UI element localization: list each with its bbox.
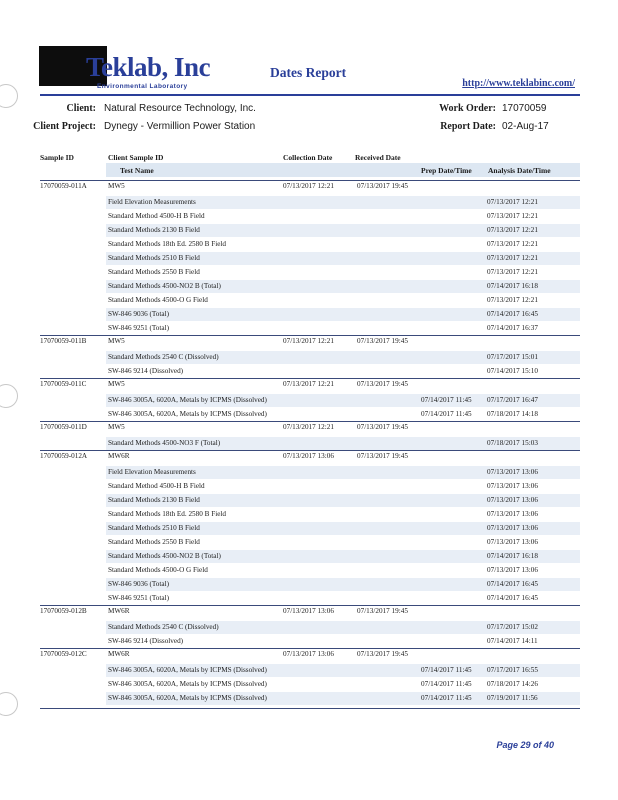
test-name-cell: Standard Methods 2550 B Field	[108, 538, 200, 546]
page-number: Page 29 of 40	[496, 740, 554, 750]
test-name-cell: Field Elevation Measurements	[108, 468, 196, 476]
test-name-cell: Field Elevation Measurements	[108, 198, 196, 206]
collection-date-cell: 07/13/2017 12:21	[283, 380, 334, 388]
prep-datetime-cell: 07/14/2017 11:45	[421, 410, 472, 418]
sample-separator	[40, 378, 580, 379]
test-name-cell: Standard Methods 4500-NO2 B (Total)	[108, 282, 221, 290]
analysis-datetime-cell: 07/13/2017 12:21	[487, 226, 538, 234]
test-name-cell: Standard Methods 2540 C (Dissolved)	[108, 623, 219, 631]
sample-separator	[40, 648, 580, 649]
analysis-datetime-cell: 07/13/2017 12:21	[487, 212, 538, 220]
analysis-datetime-cell: 07/14/2017 14:11	[487, 637, 538, 645]
client-sample-id-cell: MW6R	[108, 607, 130, 615]
test-name-cell: Standard Methods 4500-O G Field	[108, 566, 208, 574]
received-date-cell: 07/13/2017 19:45	[357, 452, 408, 460]
analysis-datetime-cell: 07/13/2017 12:21	[487, 254, 538, 262]
analysis-datetime-cell: 07/13/2017 13:06	[487, 510, 538, 518]
test-name-cell: Standard Methods 4500-O G Field	[108, 296, 208, 304]
test-name-cell: Standard Methods 2550 B Field	[108, 268, 200, 276]
client-label: Client:	[66, 103, 96, 114]
sample-separator	[40, 605, 580, 606]
client-sample-id-cell: MW6R	[108, 650, 130, 658]
test-name-cell: Standard Methods 2130 B Field	[108, 496, 200, 504]
sample-separator	[40, 421, 580, 422]
analysis-datetime-cell: 07/13/2017 13:06	[487, 566, 538, 574]
collection-date-cell: 07/13/2017 13:06	[283, 650, 334, 658]
sample-id-cell: 17070059-012C	[40, 650, 87, 658]
collection-date-cell: 07/13/2017 13:06	[283, 452, 334, 460]
sample-separator	[40, 335, 580, 336]
analysis-datetime-cell: 07/14/2017 16:45	[487, 580, 538, 588]
analysis-datetime-cell: 07/17/2017 16:47	[487, 396, 538, 404]
analysis-datetime-cell: 07/18/2017 14:26	[487, 680, 538, 688]
test-name-cell: SW-846 9214 (Dissolved)	[108, 637, 184, 645]
analysis-datetime-cell: 07/18/2017 15:03	[487, 439, 538, 447]
sample-row	[0, 337, 618, 352]
test-name-cell: Standard Methods 2510 B Field	[108, 254, 200, 262]
analysis-datetime-cell: 07/19/2017 11:56	[487, 694, 538, 702]
analysis-datetime-cell: 07/14/2017 16:37	[487, 324, 538, 332]
analysis-datetime-cell: 07/13/2017 13:06	[487, 482, 538, 490]
client-project-value: Dynegy - Vermillion Power Station	[104, 121, 256, 132]
sample-id-cell: 17070059-012B	[40, 607, 87, 615]
received-date-cell: 07/13/2017 19:45	[357, 650, 408, 658]
analysis-datetime-cell: 07/13/2017 13:06	[487, 468, 538, 476]
sample-row	[0, 650, 618, 665]
analysis-datetime-cell: 07/14/2017 15:10	[487, 367, 538, 375]
header-divider	[40, 94, 580, 96]
sample-id-cell: 17070059-011A	[40, 182, 87, 190]
sample-row	[0, 607, 618, 622]
test-name-cell: Standard Methods 4500-NO2 B (Total)	[108, 552, 221, 560]
client-project-label: Client Project:	[33, 121, 96, 132]
col-test-name: Test Name	[120, 166, 154, 175]
test-name-cell: SW-846 3005A, 6020A, Metals by ICPMS (Dissolved)	[108, 680, 267, 688]
sample-row	[0, 380, 618, 395]
col-analysis-datetime: Analysis Date/Time	[488, 166, 551, 175]
test-name-cell: SW-846 9251 (Total)	[108, 594, 169, 602]
col-sample-id: Sample ID	[40, 153, 74, 162]
received-date-cell: 07/13/2017 19:45	[357, 182, 408, 190]
test-name-cell: Standard Methods 2130 B Field	[108, 226, 200, 234]
report-date-label: Report Date:	[440, 121, 496, 132]
work-order-label: Work Order:	[439, 103, 496, 114]
col-received-date: Received Date	[355, 153, 401, 162]
analysis-datetime-cell: 07/17/2017 15:02	[487, 623, 538, 631]
analysis-datetime-cell: 07/17/2017 15:01	[487, 353, 538, 361]
analysis-datetime-cell: 07/13/2017 13:06	[487, 538, 538, 546]
test-name-cell: SW-846 3005A, 6020A, Metals by ICPMS (Dissolved)	[108, 666, 267, 674]
test-name-cell: SW-846 9214 (Dissolved)	[108, 367, 184, 375]
company-url-link[interactable]: http://www.teklabinc.com/	[462, 78, 575, 89]
client-sample-id-cell: MW5	[108, 380, 125, 388]
test-name-cell: SW-846 3005A, 6020A, Metals by ICPMS (Dissolved)	[108, 396, 267, 404]
sample-id-cell: 17070059-011C	[40, 380, 87, 388]
client-sample-id-cell: MW6R	[108, 452, 130, 460]
sample-row	[0, 423, 618, 438]
sample-separator	[40, 180, 580, 181]
collection-date-cell: 07/13/2017 12:21	[283, 337, 334, 345]
received-date-cell: 07/13/2017 19:45	[357, 380, 408, 388]
col-collection-date: Collection Date	[283, 153, 333, 162]
prep-datetime-cell: 07/14/2017 11:45	[421, 396, 472, 404]
sample-id-cell: 17070059-011D	[40, 423, 87, 431]
sample-separator	[40, 450, 580, 451]
collection-date-cell: 07/13/2017 13:06	[283, 607, 334, 615]
received-date-cell: 07/13/2017 19:45	[357, 423, 408, 431]
test-name-cell: Standard Methods 18th Ed. 2580 B Field	[108, 240, 226, 248]
prep-datetime-cell: 07/14/2017 11:45	[421, 694, 472, 702]
analysis-datetime-cell: 07/13/2017 12:21	[487, 268, 538, 276]
test-name-cell: Standard Methods 4500-NO3 F (Total)	[108, 439, 221, 447]
punch-hole-icon	[0, 692, 18, 716]
punch-hole-icon	[0, 84, 18, 108]
analysis-datetime-cell: 07/13/2017 13:06	[487, 524, 538, 532]
prep-datetime-cell: 07/14/2017 11:45	[421, 680, 472, 688]
analysis-datetime-cell: 07/18/2017 14:18	[487, 410, 538, 418]
received-date-cell: 07/13/2017 19:45	[357, 337, 408, 345]
test-name-cell: Standard Methods 2510 B Field	[108, 524, 200, 532]
client-sample-id-cell: MW5	[108, 337, 125, 345]
company-logo: Teklab, Inc	[86, 52, 211, 82]
test-name-cell: Standard Methods 2540 C (Dissolved)	[108, 353, 219, 361]
analysis-datetime-cell: 07/13/2017 12:21	[487, 296, 538, 304]
table-end-rule	[40, 708, 580, 709]
analysis-datetime-cell: 07/17/2017 16:55	[487, 666, 538, 674]
sample-row	[0, 182, 618, 197]
report-date-value: 02-Aug-17	[502, 121, 549, 132]
col-client-sample-id: Client Sample ID	[108, 153, 164, 162]
received-date-cell: 07/13/2017 19:45	[357, 607, 408, 615]
prep-datetime-cell: 07/14/2017 11:45	[421, 666, 472, 674]
analysis-datetime-cell: 07/14/2017 16:45	[487, 310, 538, 318]
test-name-cell: Standard Method 4500-H B Field	[108, 482, 205, 490]
client-sample-id-cell: MW5	[108, 182, 125, 190]
collection-date-cell: 07/13/2017 12:21	[283, 182, 334, 190]
test-name-cell: SW-846 9036 (Total)	[108, 310, 169, 318]
sample-id-cell: 17070059-011B	[40, 337, 87, 345]
report-title: Dates Report	[270, 65, 347, 80]
sample-id-cell: 17070059-012A	[40, 452, 88, 460]
test-name-cell: SW-846 9036 (Total)	[108, 580, 169, 588]
test-name-cell: SW-846 3005A, 6020A, Metals by ICPMS (Dissolved)	[108, 694, 267, 702]
company-logo-subtitle: Environmental Laboratory	[97, 83, 188, 90]
analysis-datetime-cell: 07/13/2017 12:21	[487, 198, 538, 206]
analysis-datetime-cell: 07/14/2017 16:45	[487, 594, 538, 602]
col-prep-datetime: Prep Date/Time	[421, 166, 472, 175]
test-name-cell: SW-846 9251 (Total)	[108, 324, 169, 332]
sample-row	[0, 452, 618, 467]
collection-date-cell: 07/13/2017 12:21	[283, 423, 334, 431]
test-name-cell: Standard Methods 18th Ed. 2580 B Field	[108, 510, 226, 518]
analysis-datetime-cell: 07/14/2017 16:18	[487, 282, 538, 290]
test-name-cell: Standard Method 4500-H B Field	[108, 212, 205, 220]
test-name-cell: SW-846 3005A, 6020A, Metals by ICPMS (Dissolved)	[108, 410, 267, 418]
analysis-datetime-cell: 07/13/2017 13:06	[487, 496, 538, 504]
client-value: Natural Resource Technology, Inc.	[104, 103, 256, 114]
work-order-value: 17070059	[502, 103, 547, 114]
client-sample-id-cell: MW5	[108, 423, 125, 431]
analysis-datetime-cell: 07/13/2017 12:21	[487, 240, 538, 248]
analysis-datetime-cell: 07/14/2017 16:18	[487, 552, 538, 560]
